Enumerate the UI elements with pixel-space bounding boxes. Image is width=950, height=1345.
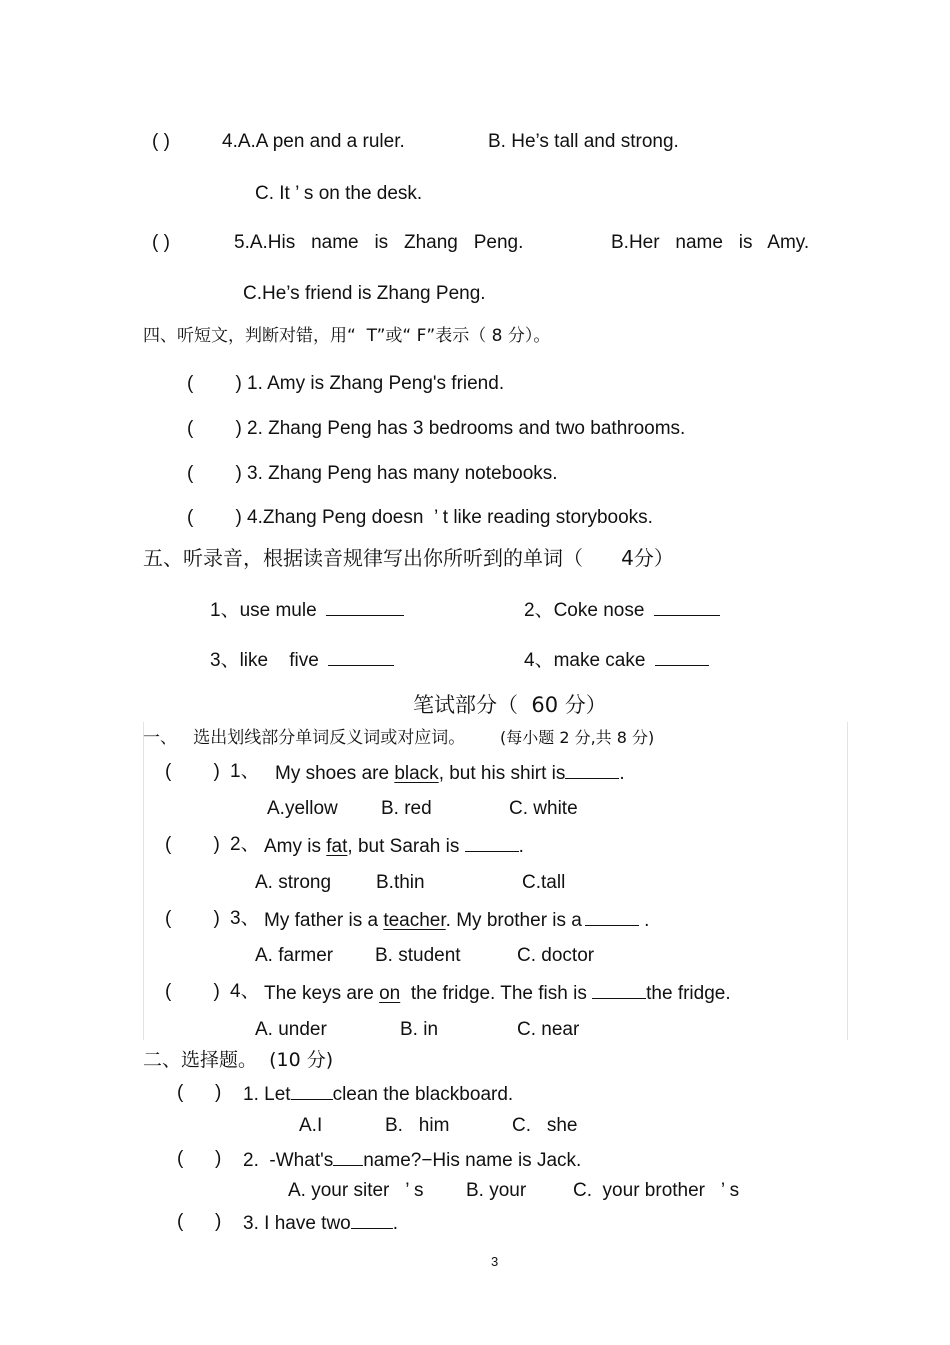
q5-paren: ( ) (152, 232, 170, 253)
p2-q3-blank[interactable] (351, 1210, 393, 1229)
s4-item-3-text: 3. Zhang Peng has many notebooks. (247, 463, 558, 484)
p2-q1-pre: Let (264, 1084, 291, 1105)
p1-q3-option-a: A. farmer (255, 945, 334, 966)
p1-q2-text (264, 833, 524, 859)
p1-q1-blank[interactable] (565, 760, 619, 779)
p2-q1-option-b: B. him (385, 1115, 450, 1136)
part2-title: 二、选择题。 (10 分) (143, 1049, 334, 1071)
p1-q3-option-c: C. doctor (517, 945, 595, 966)
p1-q4-num: 4、 (230, 981, 260, 1002)
s5-item-2-text: 2、Coke nose (524, 600, 645, 621)
p1-q2-end: . (518, 836, 524, 857)
p1-q4-option-b: B. in (400, 1019, 439, 1040)
p1-q1-post: , but his shirt is (438, 763, 566, 784)
p1-q2-post: , but Sarah is (347, 836, 460, 857)
p1-q2-pre: Amy is (264, 836, 321, 857)
q4-option-a: 4.A.A pen and a ruler. (222, 131, 405, 152)
part1-title: 一、 选出划线部分单词反义词或对应词。 (143, 728, 466, 748)
p2-q3-post: . (392, 1213, 399, 1234)
s5-item-3-text: 3、like five (210, 650, 319, 671)
p1-q1-option-a: A.yellow (267, 798, 338, 819)
p2-q2-pre: -What's (269, 1150, 334, 1171)
p1-q4-paren: ( ) (165, 981, 220, 1002)
p1-q1-option-b: B. red (381, 798, 432, 819)
written-title: 笔试部分（ 60 分） (413, 693, 607, 717)
p2-q2-text (243, 1147, 581, 1173)
p2-q2-option-b: B. your (466, 1180, 527, 1201)
s4-item-3-paren: ( ) (187, 463, 242, 484)
p1-q1-end: . (619, 763, 625, 784)
p2-q1-paren: ( ) (177, 1082, 222, 1103)
p2-q2-post: name?−His name is Jack. (363, 1150, 582, 1171)
p2-q3-paren: ( ) (177, 1211, 222, 1232)
s5-item-2-blank[interactable] (654, 597, 720, 616)
p2-q2-blank[interactable] (333, 1147, 363, 1166)
s4-item-2-text: 2. Zhang Peng has 3 bedrooms and two bathrooms. (247, 418, 686, 439)
q5-option-b: B.Her name is Amy. (611, 232, 810, 253)
p1-q1-num: 1、 (230, 761, 260, 782)
section5-title: 五、听录音，根据读音规律写出你所听到的单词（ 4分） (143, 546, 674, 570)
s4-item-4-paren: ( ) (187, 507, 242, 528)
section4-title: 四、听短文，判断对错，用“ T”或“ F”表示（ 8 分）。 (143, 326, 551, 346)
s5-item-1 (210, 597, 404, 623)
s5-item-4-blank[interactable] (655, 647, 709, 666)
q5-option-a: 5.A.His name is Zhang Peng. (234, 232, 524, 253)
s4-item-1-paren: ( ) (187, 373, 242, 394)
s5-item-1-text: 1、use mule (210, 600, 317, 621)
p1-q1-pre: My shoes are (275, 763, 390, 784)
p2-q2-paren: ( ) (177, 1148, 222, 1169)
p1-q4-underlined: on (379, 983, 401, 1004)
p2-q2-option-a: A. your siter ’ s (288, 1180, 424, 1201)
s4-item-4-text: 4.Zhang Peng doesn ’ t like reading storybooks. (247, 507, 653, 528)
p1-q3-blank[interactable] (585, 907, 639, 926)
p2-q1-option-c: C. she (512, 1115, 578, 1136)
q4-option-b: B. He’s tall and strong. (488, 131, 679, 152)
p1-q2-option-c: C.tall (522, 872, 566, 893)
p2-q2-option-c: C. your brother ’ s (573, 1180, 740, 1201)
page-number: 3 (491, 1254, 499, 1269)
p1-q3-underlined: teacher (383, 910, 446, 931)
s5-item-4 (524, 647, 709, 673)
p2-q3-pre: I have two (264, 1213, 351, 1234)
p1-q4-option-c: C. near (517, 1019, 580, 1040)
p1-q1-paren: ( ) (165, 761, 220, 782)
p1-q3-num: 3、 (230, 908, 260, 929)
q5-option-c: C.He’s friend is Zhang Peng. (243, 283, 486, 304)
p1-q1-text (275, 760, 625, 786)
p2-q1-num: 1. (243, 1084, 259, 1105)
p2-q1-blank[interactable] (291, 1081, 333, 1100)
p1-q2-option-a: A. strong (255, 872, 332, 893)
p1-q4-blank[interactable] (592, 980, 646, 999)
p1-q4-post: the fridge. The fish is (410, 983, 587, 1004)
p1-q3-option-b: B. student (375, 945, 461, 966)
p1-q3-end: . (644, 910, 650, 931)
p1-q3-pre: My father is a (264, 910, 379, 931)
p1-q3-post: . My brother is a (445, 910, 582, 931)
p2-q1-post: clean the blackboard. (332, 1084, 514, 1105)
p1-q2-paren: ( ) (165, 834, 220, 855)
s5-item-3-blank[interactable] (328, 647, 394, 666)
p1-q4-text (264, 980, 731, 1006)
p1-q3-text (264, 907, 649, 933)
p2-q1-text (243, 1081, 513, 1107)
s5-item-2 (524, 597, 720, 623)
p2-q3-num: 3. (243, 1213, 259, 1234)
p2-q2-num: 2. (243, 1150, 259, 1171)
p1-q2-option-b: B.thin (376, 872, 425, 893)
p1-q1-option-c: C. white (509, 798, 578, 819)
s4-item-1-text: 1. Amy is Zhang Peng's friend. (247, 373, 505, 394)
s4-item-2-paren: ( ) (187, 418, 242, 439)
s5-item-1-blank[interactable] (326, 597, 404, 616)
p1-q2-blank[interactable] (465, 833, 519, 852)
p1-q4-option-a: A. under (255, 1019, 327, 1040)
p2-q3-text (243, 1210, 398, 1236)
box-right-rule (847, 722, 848, 1040)
p1-q1-underlined: black (394, 763, 439, 784)
p1-q2-underlined: fat (326, 836, 348, 857)
p1-q4-pre: The keys are (264, 983, 374, 1004)
q4-paren: ( ) (152, 131, 170, 152)
p1-q3-paren: ( ) (165, 908, 220, 929)
s5-item-4-text: 4、make cake (524, 650, 646, 671)
p1-q2-num: 2、 (230, 834, 260, 855)
q4-option-c: C. It ’ s on the desk. (255, 183, 423, 204)
box-left-rule (143, 722, 144, 1040)
p2-q1-option-a: A.I (299, 1115, 323, 1136)
p1-q4-end: the fridge. (646, 983, 731, 1004)
part1-note: (每小题 2 分,共 8 分) (500, 728, 655, 747)
s5-item-3 (210, 647, 394, 673)
